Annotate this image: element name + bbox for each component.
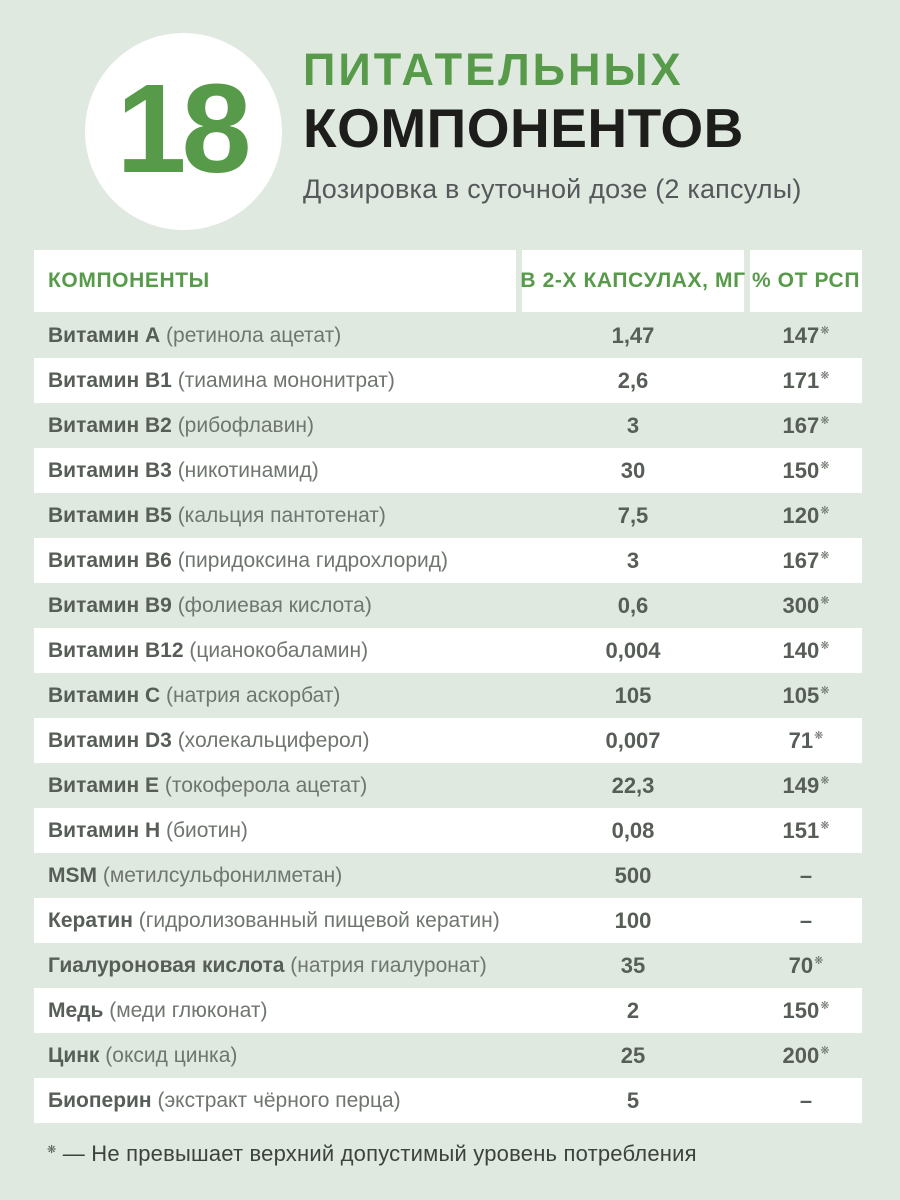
asterisk-icon: ❋ [820, 1044, 830, 1057]
asterisk-icon: ❋ [820, 999, 830, 1012]
component-detail: (холекальциферол) [177, 728, 370, 752]
amount-cell: 35 [620, 952, 646, 978]
percent-cell [750, 908, 862, 934]
percent-cell [750, 998, 862, 1024]
component-name: Гиалуроновая кислота [48, 953, 291, 977]
percent-value: 140 [782, 637, 820, 663]
footnote-text: — Не превышает верхний допустимый уровень потребления [62, 1141, 697, 1166]
component-detail: (меди глюконат) [109, 998, 268, 1022]
percent-value: 200 [782, 1042, 820, 1068]
component-name-cell [34, 459, 516, 483]
component-name-cell [34, 1044, 516, 1068]
component-detail: (цианокобаламин) [189, 638, 369, 662]
count-circle [85, 33, 282, 230]
table-row [34, 988, 862, 1033]
component-name: Витамин H [48, 818, 167, 842]
percent-value: 171 [782, 367, 820, 393]
amount-cell: 0,08 [611, 817, 655, 843]
asterisk-icon: ❋ [820, 819, 830, 832]
asterisk-icon: ❋ [820, 774, 830, 787]
table-row [34, 898, 862, 943]
table-row [34, 358, 862, 403]
component-name: Витамин А [48, 323, 167, 347]
percent-cell [750, 323, 862, 349]
component-detail: (метилсульфонилметан) [102, 863, 343, 887]
component-name-cell [34, 369, 516, 393]
component-detail: (пиридоксина гидрохлорид) [177, 548, 448, 572]
table-row [34, 763, 862, 808]
component-name-cell [34, 639, 516, 663]
percent-cell [750, 458, 862, 484]
component-detail: (экстракт чёрного перца) [157, 1088, 401, 1112]
amount-cell: 30 [620, 457, 646, 483]
percent-value: 151 [782, 817, 820, 843]
asterisk-icon: ❋ [820, 594, 830, 607]
asterisk-icon: ❋ [820, 684, 830, 697]
component-name: Витамин B3 [48, 458, 178, 482]
percent-value: 149 [782, 772, 820, 798]
component-name: Витамин E [48, 773, 165, 797]
component-detail: (рибофлавин) [177, 413, 315, 437]
asterisk-icon: ❋ [820, 324, 830, 337]
asterisk-icon: ❋ [820, 369, 830, 382]
component-name-cell [34, 549, 516, 573]
component-name-cell [34, 684, 516, 708]
component-detail: (кальция пантотенат) [177, 503, 386, 527]
asterisk-icon: ❋ [820, 639, 830, 652]
table-row [34, 583, 862, 628]
component-name: Витамин B12 [48, 638, 190, 662]
table-row [34, 313, 862, 358]
percent-cell [750, 683, 862, 709]
percent-cell [750, 728, 862, 754]
column-header-amount: В 2-Х КАПСУЛАХ, МГ [522, 250, 744, 312]
component-name-cell [34, 864, 516, 888]
component-name-cell [34, 504, 516, 528]
table-row [34, 628, 862, 673]
percent-cell [750, 593, 862, 619]
component-name: Витамин B1 [48, 368, 178, 392]
percent-cell [750, 548, 862, 574]
amount-cell: 0,6 [617, 592, 649, 618]
component-name: Цинк [48, 1043, 106, 1067]
percent-value: – [799, 907, 813, 933]
amount-cell: 500 [614, 862, 652, 888]
component-detail: (натрия аскорбат) [166, 683, 341, 707]
percent-value: 167 [782, 547, 820, 573]
component-detail: (натрия гиалуронат) [290, 953, 487, 977]
amount-cell: 7,5 [617, 502, 649, 528]
table-row [34, 943, 862, 988]
component-detail: (фолиевая кислота) [177, 593, 372, 617]
percent-value: – [799, 1087, 813, 1113]
table-row [34, 718, 862, 763]
component-name-cell [34, 729, 516, 753]
asterisk-icon: ❋ [47, 1144, 57, 1156]
table-row [34, 448, 862, 493]
table-header-row [34, 250, 862, 312]
percent-cell [750, 1043, 862, 1069]
component-detail: (биотин) [166, 818, 248, 842]
component-name-cell [34, 774, 516, 798]
component-name: Витамин B5 [48, 503, 178, 527]
component-name: Витамин B9 [48, 593, 178, 617]
hero-titles [303, 46, 802, 205]
title-line-black: КОМПОНЕНТОВ [303, 96, 744, 159]
component-detail: (гидролизованный пищевой кератин) [138, 908, 500, 932]
amount-cell: 5 [626, 1087, 640, 1113]
amount-cell: 3 [626, 547, 640, 573]
percent-cell [750, 773, 862, 799]
asterisk-icon: ❋ [820, 549, 830, 562]
component-name: Витамин D3 [48, 728, 178, 752]
amount-cell: 22,3 [611, 772, 655, 798]
component-name-cell [34, 999, 516, 1023]
percent-value: 300 [782, 592, 820, 618]
component-name-cell [34, 1089, 516, 1113]
percent-cell [750, 638, 862, 664]
amount-cell: 0,007 [605, 727, 661, 753]
percent-value: 70 [788, 952, 814, 978]
component-count: 18 [116, 58, 247, 199]
component-name-cell [34, 324, 516, 348]
component-name: Медь [48, 998, 110, 1022]
amount-cell: 3 [626, 412, 640, 438]
nutrients-table [34, 250, 862, 1123]
percent-cell [750, 413, 862, 439]
percent-value: 105 [782, 682, 820, 708]
percent-value: 150 [782, 997, 820, 1023]
percent-cell [750, 368, 862, 394]
percent-cell [750, 1088, 862, 1114]
amount-cell: 25 [620, 1042, 646, 1068]
percent-cell [750, 818, 862, 844]
component-name: Биоперин [48, 1088, 158, 1112]
component-name-cell [34, 594, 516, 618]
component-detail: (токоферола ацетат) [164, 773, 368, 797]
table-row [34, 538, 862, 583]
component-name: Витамин C [48, 683, 167, 707]
percent-value: 120 [782, 502, 820, 528]
percent-value: 71 [788, 727, 814, 753]
percent-cell [750, 503, 862, 529]
component-name: MSM [48, 863, 103, 887]
table-row [34, 1078, 862, 1123]
table-row [34, 673, 862, 718]
column-header-percent: % ОТ РСП [750, 250, 862, 312]
component-name: Кератин [48, 908, 139, 932]
asterisk-icon: ❋ [820, 414, 830, 427]
asterisk-icon: ❋ [814, 954, 824, 967]
footnote [46, 1141, 697, 1167]
dosage-subtitle: Дозировка в суточной дозе (2 капсулы) [303, 173, 802, 204]
amount-cell: 1,47 [611, 322, 655, 348]
table-body [34, 313, 862, 1123]
table-row [34, 808, 862, 853]
component-detail: (ретинола ацетат) [166, 323, 342, 347]
percent-cell [750, 953, 862, 979]
component-name-cell [34, 954, 516, 978]
column-header-components: КОМПОНЕНТЫ [34, 250, 516, 312]
title-line-green: ПИТАТЕЛЬНЫХ [303, 44, 684, 95]
table-row [34, 1033, 862, 1078]
amount-cell: 105 [614, 682, 652, 708]
percent-value: – [799, 862, 813, 888]
percent-value: 150 [782, 457, 820, 483]
component-name-cell [34, 819, 516, 843]
table-row [34, 853, 862, 898]
component-name-cell [34, 414, 516, 438]
asterisk-icon: ❋ [820, 459, 830, 472]
amount-cell: 2 [626, 997, 640, 1023]
percent-cell [750, 863, 862, 889]
table-row [34, 493, 862, 538]
component-name: Витамин B2 [48, 413, 178, 437]
asterisk-icon: ❋ [814, 729, 824, 742]
percent-value: 167 [782, 412, 820, 438]
component-name: Витамин B6 [48, 548, 178, 572]
component-detail: (никотинамид) [177, 458, 319, 482]
table-row [34, 403, 862, 448]
amount-cell: 2,6 [617, 367, 649, 393]
component-detail: (тиамина мононитрат) [177, 368, 395, 392]
asterisk-icon: ❋ [820, 504, 830, 517]
component-detail: (оксид цинка) [105, 1043, 238, 1067]
amount-cell: 0,004 [605, 637, 661, 663]
percent-value: 147 [782, 322, 820, 348]
amount-cell: 100 [614, 907, 652, 933]
component-name-cell [34, 909, 516, 933]
